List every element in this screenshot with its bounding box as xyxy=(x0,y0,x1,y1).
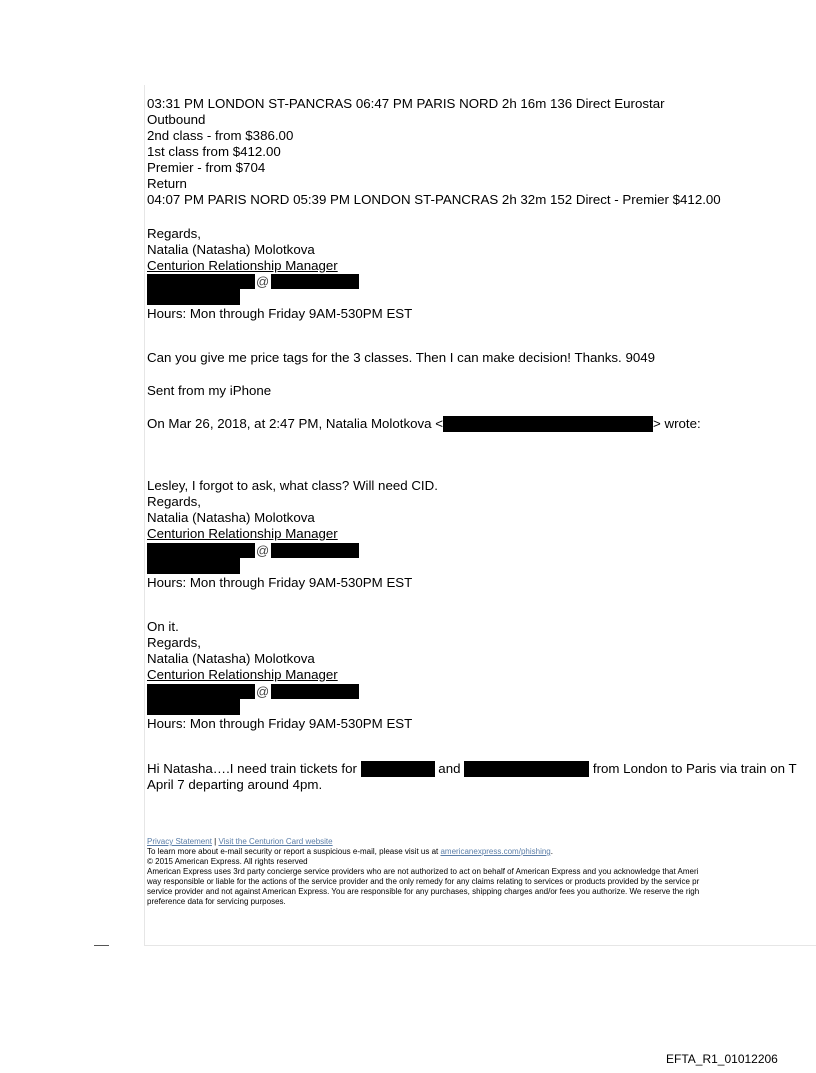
centurion-website-link[interactable]: Visit the Centurion Card website xyxy=(218,837,333,846)
signature-regards: Regards, xyxy=(147,635,201,650)
security-text-end: . xyxy=(550,847,553,856)
email-footer xyxy=(147,837,699,907)
outbound-label: Outbound xyxy=(147,112,206,127)
privacy-statement-link[interactable]: Privacy Statement xyxy=(147,837,212,846)
message-class-question xyxy=(147,478,438,542)
document-id: EFTA_R1_01012206 xyxy=(666,1052,778,1066)
redacted-name-2 xyxy=(464,761,589,777)
redacted-name-1 xyxy=(361,761,435,777)
quoted-header-prefix: On Mar 26, 2018, at 2:47 PM, Natalia Molotkova < xyxy=(147,416,444,431)
original-request xyxy=(147,761,797,793)
redacted-sender-email xyxy=(443,416,653,432)
signature-title: Centurion Relationship Manager xyxy=(147,258,338,273)
redacted-email-line2 xyxy=(147,289,240,305)
footer-security-line xyxy=(147,847,699,857)
on-it-text: On it. xyxy=(147,619,179,634)
signature-name: Natalia (Natasha) Molotkova xyxy=(147,510,315,525)
return-label: Return xyxy=(147,176,187,191)
email-at-sign: @ xyxy=(256,684,270,699)
premier-price: Premier - from $704 xyxy=(147,160,266,175)
email-at-sign: @ xyxy=(256,274,270,289)
signature-hours: Hours: Mon through Friday 9AM-530PM EST xyxy=(147,306,413,321)
footer-links xyxy=(147,837,699,847)
phishing-link[interactable]: americanexpress.com/phishing xyxy=(440,847,551,856)
security-text: To learn more about e-mail security or report a suspicious e-mail, please visit us at xyxy=(147,847,441,856)
first-class-price: 1st class from $412.00 xyxy=(147,144,281,159)
redacted-email-line2 xyxy=(147,558,240,574)
redacted-email-user xyxy=(147,274,255,289)
footer-copyright: © 2015 American Express. All rights reserved xyxy=(147,857,308,866)
signature-hours: Hours: Mon through Friday 9AM-530PM EST xyxy=(147,575,413,590)
second-class-price: 2nd class - from $386.00 xyxy=(147,128,294,143)
email-at-sign: @ xyxy=(256,543,270,558)
signature-regards: Regards, xyxy=(147,494,201,509)
redacted-email-user xyxy=(147,684,255,699)
class-question-text: Lesley, I forgot to ask, what class? Will need CID. xyxy=(147,478,438,493)
quoted-header xyxy=(147,416,701,432)
signature-title: Centurion Relationship Manager xyxy=(147,526,338,541)
sent-from-line: Sent from my iPhone xyxy=(147,383,272,398)
request-and: and xyxy=(438,761,461,776)
footer-disclaimer-1: American Express uses 3rd party concierge service providers who are not authorized to act on behalf of American Express and you acknowledge that Ameri xyxy=(147,867,699,876)
trip-return-line: 04:07 PM PARIS NORD 05:39 PM LONDON ST-PANCRAS 2h 32m 152 Direct - Premier $412.00 xyxy=(147,192,721,207)
signature-name: Natalia (Natasha) Molotkova xyxy=(147,651,315,666)
footer-disclaimer-4: preference data for servicing purposes. xyxy=(147,897,286,906)
trip-outbound-line: 03:31 PM LONDON ST-PANCRAS 06:47 PM PARIS NORD 2h 16m 136 Direct Eurostar xyxy=(147,96,665,111)
page-mark xyxy=(94,945,109,946)
signature-name: Natalia (Natasha) Molotkova xyxy=(147,242,315,257)
signature-hours: Hours: Mon through Friday 9AM-530PM EST xyxy=(147,716,413,731)
quoted-header-suffix: > wrote: xyxy=(653,416,701,431)
request-part1: Hi Natasha….I need train tickets for xyxy=(147,761,357,776)
original-request-line1 xyxy=(147,761,797,777)
footer-disclaimer-2: way responsible or liable for the actions of the service provider and the only remedy for any claims relating to services or products provided by the service pr xyxy=(147,877,700,886)
reply-message: Can you give me price tags for the 3 classes. Then I can make decision! Thanks. 9049 xyxy=(147,350,656,365)
redacted-email-line2 xyxy=(147,699,240,715)
footer-disclaimer-3: service provider and not against American Express. You are responsible for any purchases, shipping charges and/or fees you authorize. We reserve the righ xyxy=(147,887,700,896)
redacted-email-domain xyxy=(271,274,359,289)
request-part2: from London to Paris via train on T xyxy=(592,761,797,776)
signature-title: Centurion Relationship Manager xyxy=(147,667,338,682)
redacted-email-user xyxy=(147,543,255,558)
signature-block xyxy=(147,226,338,274)
redacted-email-domain xyxy=(271,684,359,699)
trip-details xyxy=(147,96,721,208)
original-request-line2: April 7 departing around 4pm. xyxy=(147,777,323,792)
message-on-it xyxy=(147,619,338,683)
frame-bottom-border xyxy=(144,945,816,946)
frame-left-border xyxy=(144,85,145,945)
redacted-email-domain xyxy=(271,543,359,558)
signature-regards: Regards, xyxy=(147,226,201,241)
footer-link-separator: | xyxy=(211,837,219,846)
